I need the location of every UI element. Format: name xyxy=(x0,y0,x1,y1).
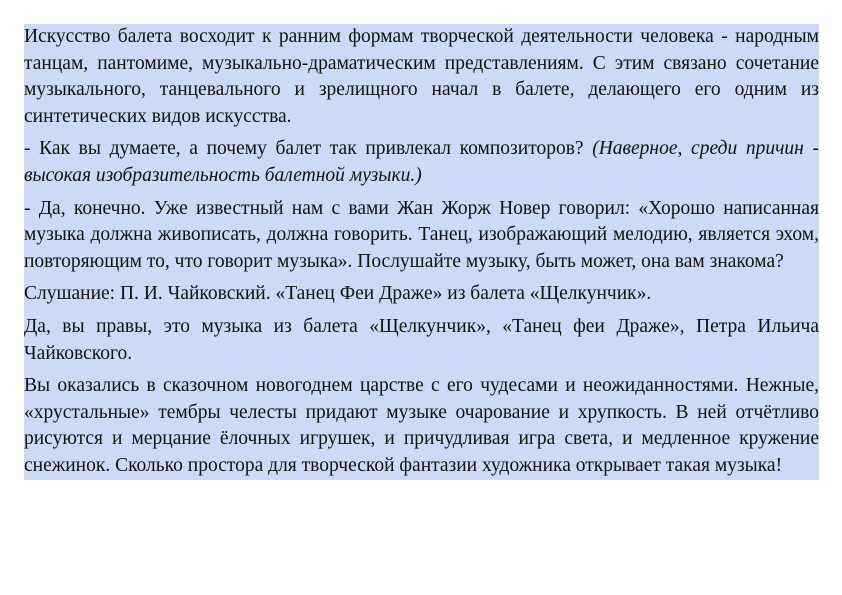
paragraph-noverre-quote: - Да, конечно. Уже известный нам с вами Жан Жорж Новер говорил: «Хорошо написанная музыка должна живописать, должна говорить. Танец, изображающий мелодию, является эхом, повторяющим то, что говорит музыка». Послушайте музыку, быть может, она вам знакома? xyxy=(24,197,819,272)
paragraph-ballet-origins: Искусство балета восходит к ранним формам творческой деятельности человека - народным танцам, пантомиме, музыкально-драматическим представлениям. С этим связано сочетание музыкального, танцевального и зрелищного начал в балете, делающего его одним из синтетических видов искусства. xyxy=(24,26,819,127)
highlighted-text-block xyxy=(24,24,819,480)
paragraph-nutcracker-answer: Да, вы правы, это музыка из балета «Щелкунчик», «Танец феи Драже», Петра Ильича Чайковского. xyxy=(24,315,819,364)
paragraph-listening-task: Слушание: П. И. Чайковский. «Танец Феи Драже» из балета «Щелкунчик». xyxy=(24,283,652,305)
answer-italic-text: (Наверное, среди причин - высокая изобразительность балетной музыки.) xyxy=(24,138,820,186)
paragraph-fairy-kingdom: Вы оказались в сказочном новогоднем царстве с его чудесами и неожиданностями. Нежные, «хрустальные» тембры челесты придают музыке очарование и хрупкость. В ней отчётливо рисуются и мерцание ёлочных игрушек, и причудливая игра света, и медленное кружение снежинок. Сколько простора для творческой фантазии художника открывает такая музыка! xyxy=(24,375,819,476)
paragraph-question-composers xyxy=(24,136,819,189)
question-text: - Как вы думаете, а почему балет так привлекал композиторов? xyxy=(24,138,584,160)
